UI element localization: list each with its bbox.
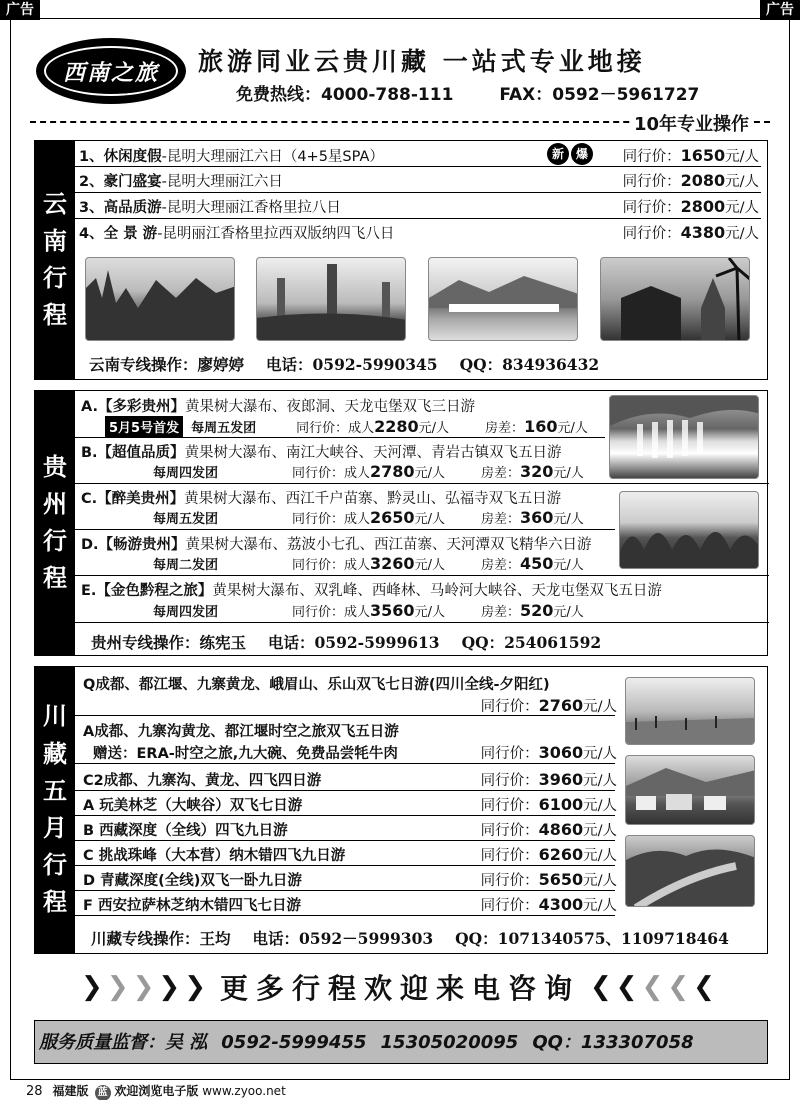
yunnan-contact: 云南专线操作：廖婷婷 电话：0592-5990345 QQ：834936432 — [89, 355, 600, 374]
tibet-route-c[interactable]: C 挑战珠峰（大本营）纳木错四飞九日游 — [83, 848, 346, 864]
yunnan-side-label — [35, 141, 75, 379]
grassland-photo — [625, 677, 755, 745]
sichuan-price-c2: 同行价：3960元/人 — [480, 770, 617, 789]
ad-tag-left: 广告 — [0, 0, 40, 20]
tibet-price-f: 同行价：4300元/人 — [480, 895, 617, 914]
yunnan-route-3[interactable]: 3、高品质游-昆明大理丽江香格里拉八日 — [79, 200, 341, 216]
yunnan-route-2[interactable]: 2、豪门盛宴-昆明大理丽江六日 — [79, 174, 283, 190]
tibet-price-d: 同行价：5650元/人 — [480, 870, 617, 889]
guizhou-side-label — [35, 391, 75, 655]
side-char: 程 — [43, 888, 67, 917]
karst-hills-photo — [619, 491, 759, 569]
yunnan-section — [34, 140, 768, 380]
guizhou-route-a-detail: 5月5号首发 每周五发团 同行价：成人2280元/人 房差：160元/人 — [105, 416, 767, 437]
valley-river-photo — [625, 835, 755, 907]
edition-badge: 蓝 — [95, 1085, 111, 1100]
footer: 28 福建版 蓝 欢迎浏览电子版 www.zyoo.net — [26, 1084, 286, 1099]
sichuan-route-q[interactable]: Q成都、都江堰、九寨黄龙、峨眉山、乐山双飞七日游(四川全线-夕阳红) — [83, 677, 550, 693]
guizhou-route-d-detail: 每周二发团 同行价：成人3260元/人 房差：450元/人 — [153, 554, 584, 573]
hotline-row — [236, 80, 739, 105]
side-char: 川 — [43, 702, 67, 731]
footer-url[interactable]: www.zyoo.net — [202, 1084, 286, 1098]
guizhou-route-b-detail: 每周四发团 同行价：成人2780元/人 房差：320元/人 — [153, 462, 584, 481]
waterfall-photo — [609, 395, 759, 479]
tibet-route-a[interactable]: A 玩美林芝（大峡谷）双飞七日游 — [83, 798, 303, 814]
guizhou-contact: 贵州专线操作：练宪玉 电话：0592-5999613 QQ：254061592 — [91, 633, 602, 652]
guizhou-route-e[interactable]: E.【金色黔程之旅】黄果树大瀑布、双乳峰、西峰林、马岭河大峡谷、天龙屯堡双飞五日游 — [81, 583, 662, 599]
tibet-village-photo — [625, 755, 755, 825]
sichuan-price-a: 同行价：3060元/人 — [480, 743, 617, 762]
sichuan-gift: 赠送：ERA-时空之旅,九大碗、免费品尝牦牛肉 — [93, 746, 398, 762]
cta-text: 更多行程欢迎来电咨询 — [219, 972, 580, 1005]
chevrons-right-icon: ❯❯❯❯❯ — [81, 972, 210, 1002]
lake-resort-photo — [428, 257, 578, 341]
side-char: 云 — [43, 189, 67, 218]
side-char: 行 — [43, 527, 67, 555]
side-char: 州 — [43, 489, 67, 518]
yunnan-route-4[interactable]: 4、全 景 游-昆明丽江香格里拉西双版纳四飞八日 — [79, 226, 395, 242]
three-pagodas-photo — [256, 257, 406, 341]
hotline: 免费热线：4000-788-111 — [236, 85, 454, 105]
logo — [36, 38, 186, 104]
yunnan-price-3: 同行价：2800元/人 — [622, 197, 759, 216]
yunnan-price-2: 同行价：2080元/人 — [622, 171, 759, 190]
fax: FAX：0592－5961727 — [499, 85, 700, 105]
sichuan-route-a[interactable]: A成都、九寨沟黄龙、都江堰时空之旅双飞五日游 — [83, 724, 399, 740]
chevrons-left-icon: ❮❮❮❮❮ — [590, 972, 719, 1002]
sichuan-route-c2[interactable]: C2成都、九寨沟、黄龙、四飞四日游 — [83, 773, 322, 789]
headline: 旅游同业云贵川藏 一站式专业地接 — [198, 47, 646, 76]
first-departure-tag: 5月5号首发 — [105, 416, 183, 437]
side-char: 程 — [43, 564, 67, 593]
sichuan-contact: 川藏专线操作：王均 电话：0592－5999303 QQ：1071340575、1109718464 — [91, 929, 729, 948]
tibet-price-a: 同行价：6100元/人 — [480, 795, 617, 814]
yunnan-route-1[interactable]: 1、休闲度假-昆明大理丽江六日（4+5星SPA） — [79, 149, 384, 165]
guizhou-route-d[interactable]: D.【畅游贵州】黄果树大瀑布、荔波小七孔、西江苗寨、天河潭双飞精华六日游 — [81, 537, 592, 553]
side-char: 月 — [43, 814, 67, 842]
guizhou-route-a[interactable]: A.【多彩贵州】黄果树大瀑布、夜郎洞、天龙屯堡双飞三日游 — [81, 399, 475, 415]
sichuan-side-label — [35, 667, 75, 953]
yunnan-price-4: 同行价：4380元/人 — [622, 223, 759, 242]
guizhou-route-c[interactable]: C.【醉美贵州】黄果树大瀑布、西江千户苗寨、黔灵山、弘福寺双飞五日游 — [81, 491, 562, 507]
tibet-route-b[interactable]: B 西藏深度（全线）四飞九日游 — [83, 823, 288, 839]
guizhou-route-b[interactable]: B.【超值品质】黄果树大瀑布、南江大峡谷、天河潭、青岩古镇双飞五日游 — [81, 445, 562, 461]
hot-badge: 爆 — [571, 143, 593, 165]
side-char: 南 — [43, 226, 67, 255]
guizhou-route-c-detail: 每周五发团 同行价：成人2650元/人 房差：360元/人 — [153, 508, 584, 527]
cta-banner — [30, 966, 770, 1008]
side-char: 五 — [43, 776, 67, 805]
quality-supervision-bar: 服务质量监督：吴 泓 0592-5999455 15305020095 QQ：133307058 — [34, 1020, 768, 1064]
side-char: 程 — [43, 301, 67, 330]
sichuan-price-q: 同行价：2760元/人 — [480, 696, 617, 715]
guizhou-route-e-detail: 每周四发团 同行价：成人3560元/人 房差：520元/人 — [153, 601, 584, 620]
tibet-price-b: 同行价：4860元/人 — [480, 820, 617, 839]
guizhou-section — [34, 390, 768, 656]
side-char: 贵 — [43, 452, 67, 481]
side-char: 行 — [43, 264, 67, 292]
side-char: 行 — [43, 851, 67, 880]
tibet-price-c: 同行价：6260元/人 — [480, 845, 617, 864]
tibet-route-d[interactable]: D 青藏深度(全线)双飞一卧九日游 — [83, 873, 302, 889]
tibet-route-f[interactable]: F 西安拉萨林芝纳木错四飞七日游 — [83, 898, 301, 914]
new-hot-badges — [545, 143, 593, 165]
new-badge: 新 — [547, 143, 569, 165]
ad-tag-right: 广告 — [760, 0, 800, 20]
sichuan-section — [34, 666, 768, 954]
stone-forest-photo — [85, 257, 235, 341]
logo-text: 西南之旅 — [44, 46, 178, 96]
temple-palm-photo — [600, 257, 750, 341]
pro-badge: 10年专业操作 — [630, 110, 753, 136]
yunnan-price-1: 同行价：1650元/人 — [622, 146, 759, 165]
side-char: 藏 — [43, 739, 67, 768]
